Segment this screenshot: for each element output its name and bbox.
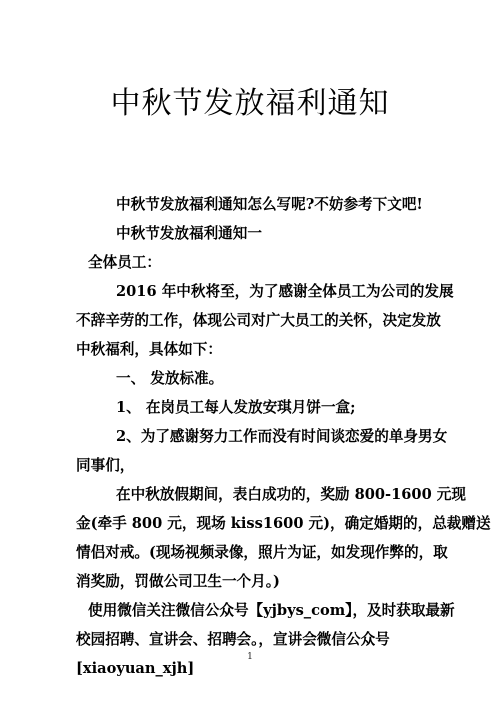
wechat-account: [xiaoyuan_xjh]: [76, 660, 195, 677]
body-line: 2016 年中秋将至，为了感谢全体员工为公司的发展: [116, 283, 454, 300]
wechat-notice: 使用微信关注微信公众号【yjbys_com】，及时获取最新: [88, 602, 455, 619]
wechat-notice: 校园招聘、宣讲会、招聘会。，宣讲会微信公众号: [76, 631, 390, 648]
body-line: 情侣对戒。(现场视频录像，照片为证，如发现作弊的，取: [76, 544, 448, 561]
list-item: 2、为了感谢努力工作而没有时间谈恋爱的单身男女: [116, 428, 448, 445]
body-line: 消奖励，罚做公司卫生一个月。): [76, 573, 280, 590]
body-line: 中秋福利，具体如下：: [76, 341, 222, 358]
body-line: 不辞辛劳的工作，体现公司对广大员工的关怀，决定发放: [76, 312, 441, 329]
document-body: [76, 190, 491, 683]
section-heading: 中秋节发放福利通知一: [116, 225, 262, 242]
page-number: 1: [247, 652, 253, 662]
salutation: 全体员工：: [88, 254, 161, 271]
list-item: 1、 在岗员工每人发放安琪月饼一盒;: [116, 399, 356, 416]
body-line: 同事们，: [76, 457, 135, 474]
list-heading: 一、 发放标准。: [116, 370, 224, 387]
body-line: 金(牵手 800 元，现场 kiss1600 元)，确定婚期的，总裁赠送: [76, 515, 491, 532]
document-title: 中秋节发放福利通知: [110, 86, 390, 121]
body-line: 在中秋放假期间，表白成功的，奖励 800-1600 元现: [116, 486, 466, 503]
intro-line: 中秋节发放福利通知怎么写呢?不妨参考下文吧!: [116, 196, 423, 213]
